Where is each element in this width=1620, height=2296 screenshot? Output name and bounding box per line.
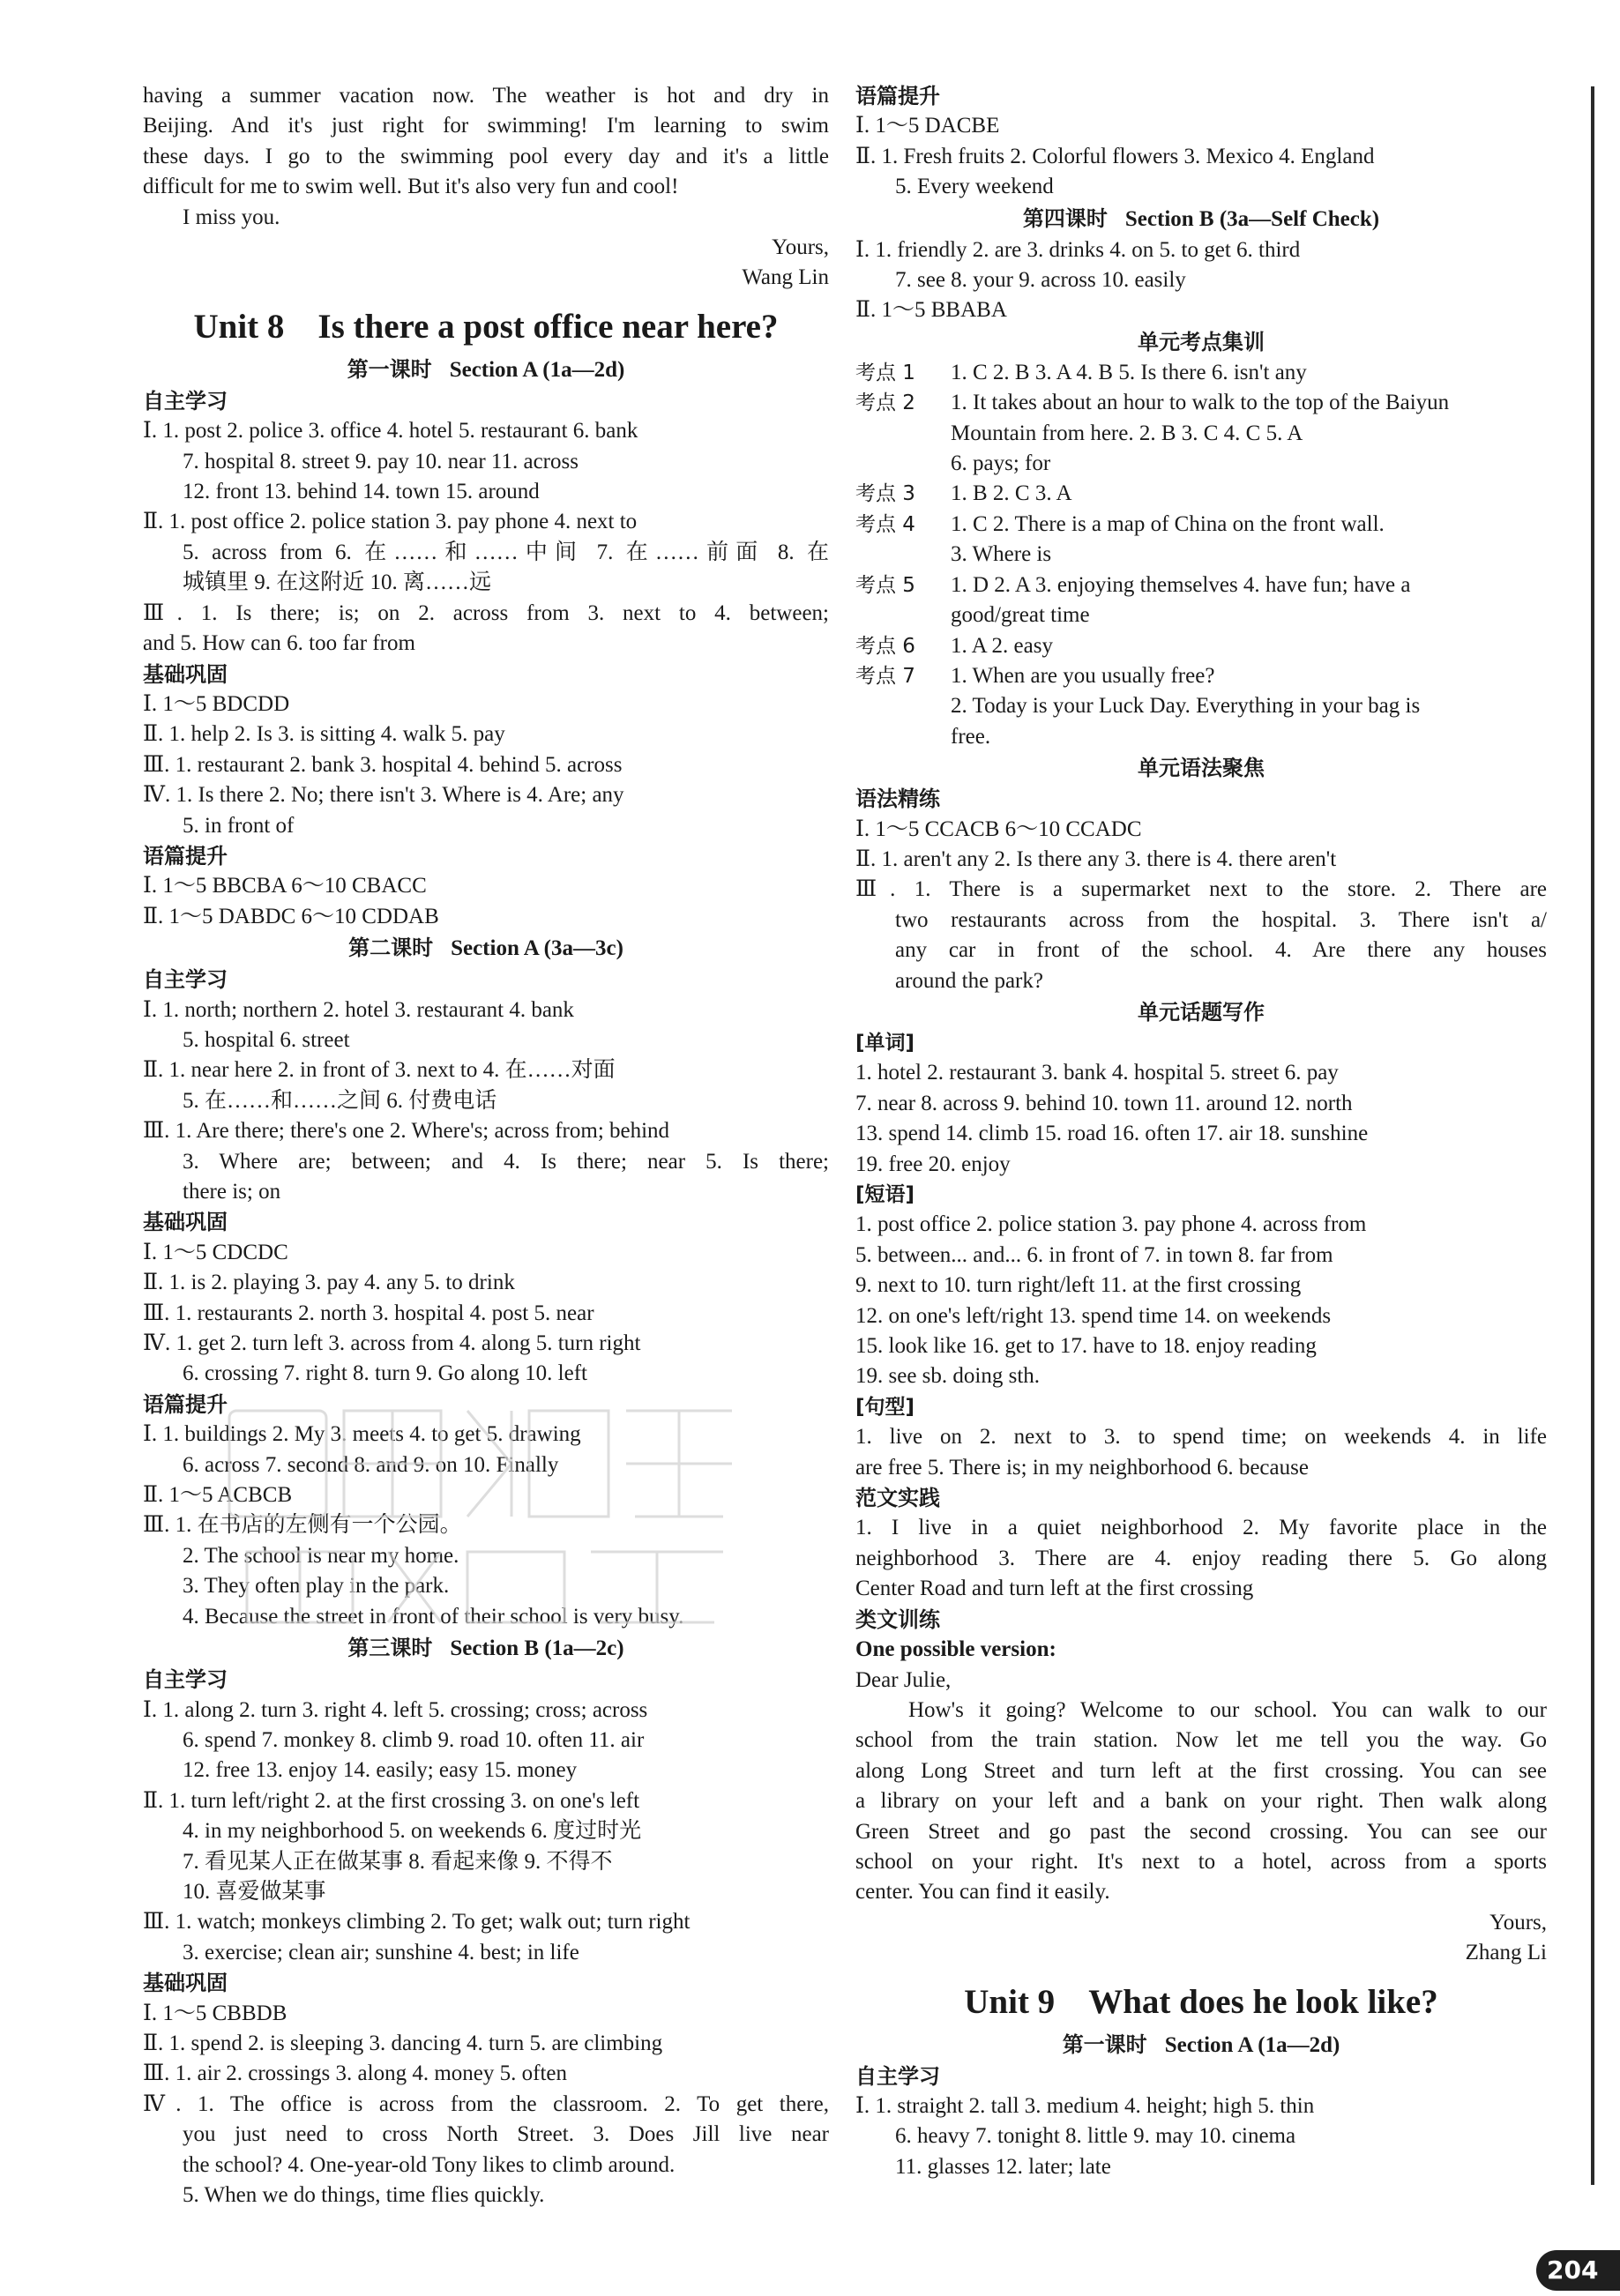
kaodian-line: 考点 4 1. C 2. There is a map of China on the front wall. [855,510,1547,540]
subsection-heading: 范文实践 [855,1486,940,1511]
unit-number: Unit 9 [964,1982,1056,2021]
kaodian-label: 考点 5 [855,573,915,597]
answer-line: 9. next to 10. turn right/left 11. at the first crossing [855,1273,1302,1298]
kaodian-label: 考点 1 [855,361,915,384]
lesson-section: Section A (1a—2d) [449,357,625,382]
answer-line: two restaurants across from the hospital. 3. There isn't a/ [895,907,1547,932]
text-line: these days. I go to the swimming pool every day and it's a little [143,144,829,168]
letter-closing: Yours, [772,235,829,260]
answer-line: around the park? [895,968,1043,993]
subsection-heading: 基础巩固 [143,1971,228,1996]
kaodian-line: good/great time [951,603,1090,628]
bracket-heading: [句型] [855,1395,915,1419]
section-title: 单元语法聚焦 [1138,756,1265,781]
answer-line: 19. free 20. enjoy [855,1152,1011,1176]
answer-line: 12. front 13. behind 14. town 15. around [183,480,540,504]
answer-line: 7. hospital 8. street 9. pay 10. near 11. across [183,449,579,473]
right-column [855,81,1547,2182]
answer-line: Ⅲ. 1. There is a supermarket next to the store. 2. There are [855,877,1547,902]
answer-line: Ⅲ. 1. watch; monkeys climbing 2. To get; walk out; turn right [143,1910,691,1934]
answer-line: 1. hotel 2. restaurant 3. bank 4. hospital 5. street 6. pay [855,1061,1339,1085]
answer-line: 2. The school is near my home. [183,1543,459,1568]
answer-line: 13. spend 14. climb 15. road 16. often 17. air 18. sunshine [855,1122,1369,1146]
lesson-number: 第一课时 [1062,2031,1147,2057]
text-line: having a summer vacation now. The weather is hot and dry in [143,84,829,108]
answer-line: Ⅰ. 1～5 CCACB 6～10 CCADC [855,816,1142,841]
answer-line: Ⅱ. 1. Fresh fruits 2. Colorful flowers 3. Mexico 4. England [855,144,1375,168]
answer-line: Ⅲ. 1. restaurant 2. bank 3. hospital 4. behind 5. across [143,752,623,777]
lesson-number: 第一课时 [347,356,432,382]
answer-line: and 5. How can 6. too far from [143,631,415,656]
answer-line: Ⅱ. 1. aren't any 2. Is there any 3. there is 4. there aren't [855,846,1337,871]
answer-line: 3. Where are; between; and 4. Is there; near 5. Is there; [183,1149,829,1174]
answer-line: Ⅲ. 1. air 2. crossings 3. along 4. money 5. often [143,2061,567,2086]
answer-line: 6. spend 7. monkey 8. climb 9. road 10. often 11. air [183,1727,645,1752]
unit-number: Unit 8 [193,307,285,346]
subsection-heading: 语篇提升 [143,1391,228,1417]
answer-line: Ⅰ. 1～5 BDCDD [143,691,290,716]
text-line: I miss you. [183,205,280,229]
answer-line: Ⅳ. 1. Is there 2. No; there isn't 3. Where is 4. Are; any [143,783,624,808]
text-line: Beijing. And it's just right for swimming! I'm learning to swim [143,114,829,138]
answer-line: Ⅰ. 1～5 DACBE [855,114,1000,138]
kaodian-label: 考点 3 [855,482,915,506]
kaodian-line: 考点 7 1. When are you usually free? [855,661,1547,691]
unit-heading [855,1976,1547,2029]
answer-line: any car in front of the school. 4. Are there any houses [895,938,1547,963]
answer-line: Ⅲ. 1. Is there; is; on 2. across from 3. next to 4. between; [143,600,829,625]
answer-line: Ⅳ. 1. The office is across from the classroom. 2. To get there, [143,2091,829,2116]
answer-line: Ⅲ. 1. Are there; there's one 2. Where's; across from; behind [143,1119,670,1144]
kaodian-line: 考点 2 1. It takes about an hour to walk to the top of the Baiyun [855,388,1547,418]
answer-line: there is; on [183,1180,281,1204]
kaodian-line: free. [951,724,991,749]
letter-signature: Zhang Li [1465,1941,1547,1965]
subsection-heading: 语法精练 [855,786,940,812]
lesson-number: 第四课时 [1022,205,1108,231]
bracket-heading: [短语] [855,1183,915,1206]
kaodian-line: 考点 1 1. C 2. B 3. A 4. B 5. Is there 6. isn't any [855,358,1547,388]
answer-line: Center Road and turn left at the first crossing [855,1577,1254,1601]
page-edge-stripe [1591,86,1594,2185]
answer-line: 6. heavy 7. tonight 8. little 9. may 10. cinema [895,2124,1296,2149]
bracket-heading: [单词] [855,1031,915,1055]
letter-line: Green Street and go past the second crossing. You can see our [855,1819,1547,1844]
answer-line: 7. see 8. your 9. across 10. easily [895,268,1186,293]
answer-line: 5. Every weekend [895,175,1054,199]
answer-line: Ⅳ. 1. get 2. turn left 3. across from 4. along 5. turn right [143,1331,641,1356]
kaodian-line: 2. Today is your Luck Day. Everything in your bag is [951,694,1421,719]
section-title: 单元话题写作 [1138,999,1265,1025]
answer-line: 1. live on 2. next to 3. to spend time; on weekends 4. in life [855,1425,1547,1450]
lesson-heading [143,932,829,965]
answer-line: 5. across from 6. 在……和……中间 7. 在……前面 8. 在 [183,540,829,564]
answer-line: Ⅰ. 1～5 CDCDC [143,1240,288,1264]
answer-line: Ⅱ. 1～5 DABDC 6～10 CDDAB [143,904,439,928]
answer-line: 1. I live in a quiet neighborhood 2. My favorite place in the [855,1516,1547,1540]
subsection-heading: 语篇提升 [855,84,940,108]
letter-line: school from the train station. Now let me tell you the way. Go [855,1728,1547,1753]
letter-signature: Wang Lin [742,265,829,290]
answer-line: Ⅱ. 1. near here 2. in front of 3. next to 4. 在……对面 [143,1058,616,1083]
answer-line: Ⅱ. 1. help 2. Is 3. is sitting 4. walk 5. pay [143,722,505,747]
kaodian-line: Mountain from here. 2. B 3. C 4. C 5. A [951,421,1303,445]
answer-line: Ⅱ. 1～5 BBABA [855,298,1007,323]
subsection-heading: 自主学习 [143,967,228,993]
answer-line: are free 5. There is; in my neighborhood 6. because [855,1455,1309,1480]
lesson-section: Section A (3a—3c) [451,936,623,961]
subsection-heading: 基础巩固 [143,661,228,687]
answer-line: 4. in my neighborhood 5. on weekends 6. 度过时光 [183,1819,642,1844]
subsection-heading: 自主学习 [143,388,228,414]
answer-line: Ⅰ. 1. friendly 2. are 3. drinks 4. on 5. to get 6. third [855,237,1301,262]
answer-line: Ⅰ. 1. north; northern 2. hotel 3. restaurant 4. bank [143,997,574,1022]
letter-line: center. You can find it easily. [855,1880,1110,1905]
letter-line: How's it going? Welcome to our school. You can walk to our [908,1697,1547,1722]
kaodian-line: 考点 5 1. D 2. A 3. enjoying themselves 4. have fun; have a [855,570,1547,600]
answer-line: Ⅰ. 1. along 2. turn 3. right 4. left 5. crossing; cross; across [143,1697,648,1722]
unit-heading [143,301,829,354]
answer-line: Ⅰ. 1. buildings 2. My 3. meets 4. to get 5. drawing [143,1422,581,1447]
section-title: 单元考点集训 [1138,329,1265,354]
answer-line: 3. exercise; clean air; sunshine 4. best; in life [183,1940,579,1964]
text-line: difficult for me to swim well. But it's also very fun and cool! [143,175,679,199]
left-column [143,81,829,2210]
letter-line: a library on your left and a bank on your right. Then walk along [855,1789,1547,1814]
kaodian-line: 考点 6 1. A 2. easy [855,631,1547,661]
page-number-badge: 204 [1536,2250,1620,2291]
lesson-section: Section B (3a—Self Check) [1124,206,1380,231]
kaodian-line: 6. pays; for [951,451,1051,476]
lesson-section: Section B (1a—2c) [450,1636,624,1661]
unit-title: Is there a post office near here? [317,307,779,346]
answer-line: 6. across 7. second 8. and 9. on 10. Finally [183,1452,559,1477]
answer-line: 5. 在……和……之间 6. 付费电话 [183,1088,497,1113]
answer-line: Ⅱ. 1. is 2. playing 3. pay 4. any 5. to drink [143,1271,515,1295]
subsection-heading: 自主学习 [143,1667,228,1693]
letter-line: school on your right. It's next to a hotel, across from a sports [855,1849,1547,1874]
answer-line: Ⅰ. 1. post 2. police 3. office 4. hotel 5. restaurant 6. bank [143,419,638,444]
version-label: One possible version: [855,1637,1056,1662]
answer-line: 19. see sb. doing sth. [855,1364,1041,1389]
answer-line: 7. near 8. across 9. behind 10. town 11. around 12. north [855,1091,1353,1115]
answer-line: 12. on one's left/right 13. spend time 14. on weekends [855,1303,1332,1328]
answer-line: Ⅰ. 1. straight 2. tall 3. medium 4. height; high 5. thin [855,2093,1315,2118]
answer-line: 15. look like 16. get to 17. have to 18. enjoy reading [855,1334,1317,1359]
kaodian-label: 考点 4 [855,512,915,536]
lesson-heading [143,1632,829,1665]
letter-closing: Yours, [1489,1910,1547,1934]
subsection-heading: 自主学习 [855,2063,940,2089]
answer-line: 5. When we do things, time flies quickly. [183,2183,545,2207]
answer-line: 7. 看见某人正在做某事 8. 看起来像 9. 不得不 [183,1849,613,1874]
answer-line: the school? 4. One-year-old Tony likes to climb around. [183,2152,676,2177]
answer-line: Ⅰ. 1～5 CBBDB [143,2001,287,2025]
answer-line: 4. Because the street in front of their school is very busy. [183,1604,684,1629]
answer-line: Ⅱ. 1～5 ACBCB [143,1483,293,1508]
kaodian-label: 考点 2 [855,391,915,415]
answer-line: you just need to cross North Street. 3. Does Jill live near [183,2122,829,2147]
answer-line: 5. hospital 6. street [183,1027,350,1052]
answer-line: neighborhood 3. There are 4. enjoy reading there 5. Go along [855,1546,1547,1570]
lesson-heading [143,354,829,386]
lesson-number: 第三课时 [347,1636,433,1661]
answer-line: 城镇里 9. 在这附近 10. 离……远 [183,570,492,595]
answer-line: Ⅲ. 1. 在书店的左侧有一个公园。 [143,1513,462,1538]
answer-line: Ⅱ. 1. post office 2. police station 3. pay phone 4. next to [143,510,638,534]
lesson-heading [855,203,1547,235]
answer-line: 3. They often play in the park. [183,1574,450,1599]
answer-line: Ⅲ. 1. restaurants 2. north 3. hospital 4. post 5. near [143,1301,594,1325]
letter-line: along Long Street and turn left at the first crossing. You can see [855,1758,1547,1783]
answer-line: 6. crossing 7. right 8. turn 9. Go along 10. left [183,1361,587,1386]
lesson-section: Section A (1a—2d) [1164,2032,1340,2057]
kaodian-label: 考点 6 [855,634,915,658]
lesson-number: 第二课时 [348,936,434,961]
answer-line: 11. glasses 12. later; late [895,2154,1111,2179]
answer-line: 5. in front of [183,813,295,838]
letter-greeting: Dear Julie, [855,1667,952,1692]
kaodian-line: 3. Where is [951,542,1052,567]
unit-title: What does he look like? [1088,1982,1438,2021]
answer-line: 10. 喜爱做某事 [183,1879,326,1904]
subsection-heading: 类文训练 [855,1606,940,1632]
subsection-heading: 基础巩固 [143,1210,228,1235]
kaodian-label: 考点 7 [855,664,915,688]
answer-line: 1. post office 2. police station 3. pay phone 4. across from [855,1212,1367,1237]
answer-line: Ⅰ. 1～5 BBCBA 6～10 CBACC [143,874,427,898]
lesson-heading [855,2029,1547,2061]
answer-line: 12. free 13. enjoy 14. easily; easy 15. money [183,1758,578,1783]
subsection-heading: 语篇提升 [143,843,228,868]
kaodian-line: 考点 3 1. B 2. C 3. A [855,479,1547,509]
answer-line: Ⅱ. 1. turn left/right 2. at the first crossing 3. on one's left [143,1788,640,1813]
answer-line: 5. between... and... 6. in front of 7. in town 8. far from [855,1242,1333,1267]
answer-line: Ⅱ. 1. spend 2. is sleeping 3. dancing 4. turn 5. are climbing [143,2031,663,2055]
